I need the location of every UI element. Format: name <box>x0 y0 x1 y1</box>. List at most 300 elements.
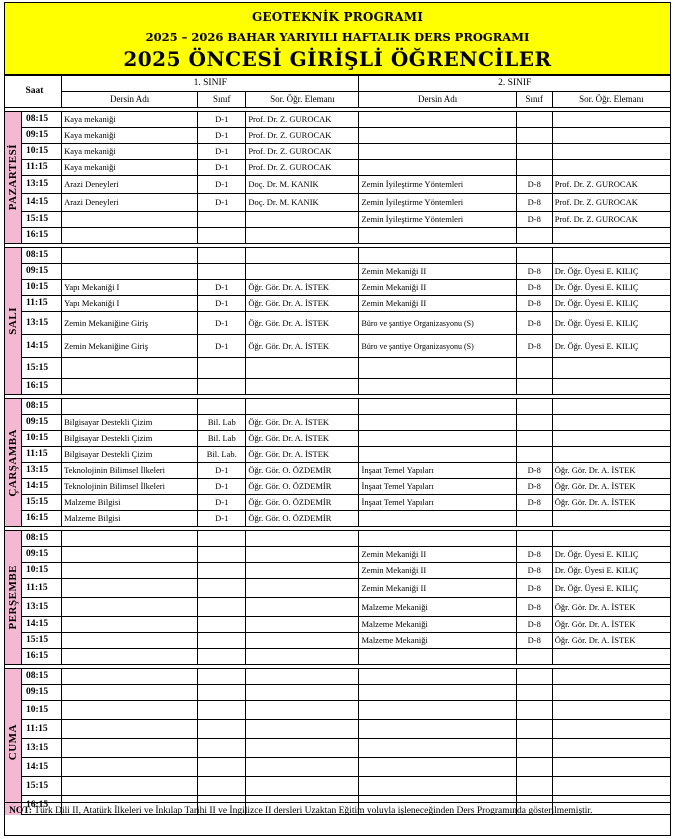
day-name: PAZARTESİ <box>6 144 19 211</box>
teacher-cell-class1 <box>246 777 359 796</box>
room-cell-class1: D-1 <box>198 296 246 312</box>
course-cell-class1 <box>62 563 198 579</box>
time-cell: 15:15 <box>22 358 62 379</box>
teacher-cell-class1 <box>246 358 359 379</box>
course-cell-class2 <box>359 758 516 777</box>
room-cell-class1: D-1 <box>198 511 246 527</box>
room-header-2: Sınıf <box>516 92 552 108</box>
room-cell-class1 <box>198 701 246 720</box>
table-row <box>5 649 671 665</box>
room-cell-class2 <box>516 248 552 264</box>
teacher-cell-class1 <box>246 669 359 685</box>
course-cell-class1 <box>62 379 198 395</box>
header-row-groups <box>5 76 671 92</box>
course-cell-class2 <box>359 112 516 128</box>
room-cell-class1 <box>198 633 246 649</box>
course-cell-class1: Kaya mekaniği <box>62 112 198 128</box>
course-header-1: Dersin Adı <box>62 92 198 108</box>
room-cell-class2 <box>516 669 552 685</box>
teacher-cell-class1: Prof. Dr. Z. GUROCAK <box>246 128 359 144</box>
table-row <box>5 212 671 228</box>
teacher-cell-class2: Dr. Öğr. Üyesi E. KILIÇ <box>552 547 670 563</box>
time-cell: 08:15 <box>22 531 62 547</box>
course-cell-class2 <box>359 685 516 701</box>
course-cell-class2: Zemin Mekaniği II <box>359 296 516 312</box>
table-row <box>5 415 671 431</box>
time-cell: 10:15 <box>22 280 62 296</box>
course-cell-class2: Zemin Mekaniği II <box>359 563 516 579</box>
course-cell-class2: Büro ve şantiye Organizasyonu (S) <box>359 335 516 358</box>
time-cell: 09:15 <box>22 264 62 280</box>
teacher-cell-class2: Öğr. Gör. Dr. A. İSTEK <box>552 479 670 495</box>
time-cell: 15:15 <box>22 633 62 649</box>
day-label <box>5 669 22 815</box>
teacher-cell-class1 <box>246 228 359 244</box>
teacher-header-1: Sor. Öğr. Elemanı <box>246 92 359 108</box>
teacher-cell-class2 <box>552 431 670 447</box>
table-row <box>5 399 671 415</box>
teacher-cell-class1: Öğr. Gör. Dr. A. İSTEK <box>246 296 359 312</box>
time-cell: 16:15 <box>22 511 62 527</box>
room-cell-class2 <box>516 649 552 665</box>
day-label <box>5 112 22 244</box>
table-row <box>5 335 671 358</box>
table-row <box>5 447 671 463</box>
course-cell-class1: Malzeme Bilgisi <box>62 511 198 527</box>
teacher-cell-class2: Öğr. Gör. Dr. A. İSTEK <box>552 633 670 649</box>
teacher-cell-class1: Prof. Dr. Z. GUROCAK <box>246 144 359 160</box>
room-cell-class1 <box>198 563 246 579</box>
room-cell-class2 <box>516 112 552 128</box>
room-cell-class1 <box>198 685 246 701</box>
course-cell-class2 <box>359 415 516 431</box>
course-cell-class1 <box>62 685 198 701</box>
room-cell-class2 <box>516 358 552 379</box>
course-cell-class1 <box>62 633 198 649</box>
course-cell-class1 <box>62 228 198 244</box>
room-cell-class2 <box>516 701 552 720</box>
room-cell-class1 <box>198 579 246 598</box>
course-cell-class1 <box>62 720 198 739</box>
teacher-cell-class1: Öğr. Gör. O. ÖZDEMİR <box>246 495 359 511</box>
teacher-cell-class1 <box>246 264 359 280</box>
course-cell-class1: Kaya mekaniği <box>62 144 198 160</box>
day-label <box>5 531 22 665</box>
course-cell-class1: Arazi Deneyleri <box>62 194 198 212</box>
course-cell-class1 <box>62 547 198 563</box>
teacher-cell-class2: Öğr. Gör. Dr. A. İSTEK <box>552 617 670 633</box>
course-cell-class2: İnşaat Temel Yapıları <box>359 495 516 511</box>
table-row <box>5 669 671 685</box>
semester-title: 2025 – 2026 BAHAR YARIYILI HAFTALIK DERS PROGRAMI <box>145 30 530 44</box>
teacher-cell-class1: Öğr. Gör. O. ÖZDEMİR <box>246 463 359 479</box>
teacher-cell-class2 <box>552 379 670 395</box>
room-cell-class1 <box>198 720 246 739</box>
table-row <box>5 777 671 796</box>
course-cell-class1 <box>62 264 198 280</box>
time-cell: 08:15 <box>22 399 62 415</box>
room-cell-class1 <box>198 399 246 415</box>
course-cell-class1: Kaya mekaniği <box>62 160 198 176</box>
room-cell-class2 <box>516 685 552 701</box>
teacher-cell-class2 <box>552 228 670 244</box>
room-cell-class1 <box>198 777 246 796</box>
course-cell-class2 <box>359 531 516 547</box>
table-row <box>5 379 671 395</box>
course-cell-class2: İnşaat Temel Yapıları <box>359 463 516 479</box>
room-cell-class1 <box>198 248 246 264</box>
course-cell-class1: Teknolojinin Bilimsel İlkeleri <box>62 479 198 495</box>
course-cell-class2 <box>359 720 516 739</box>
course-cell-class1 <box>62 701 198 720</box>
teacher-cell-class2: Dr. Öğr. Üyesi E. KILIÇ <box>552 280 670 296</box>
teacher-cell-class1 <box>246 579 359 598</box>
footnote-label: NOT: <box>9 806 33 816</box>
table-row <box>5 312 671 335</box>
time-cell: 11:15 <box>22 160 62 176</box>
table-row <box>5 739 671 758</box>
teacher-cell-class1 <box>246 633 359 649</box>
time-cell: 13:15 <box>22 176 62 194</box>
course-cell-class2: Malzeme Mekaniği <box>359 598 516 617</box>
time-cell: 09:15 <box>22 128 62 144</box>
room-cell-class2 <box>516 531 552 547</box>
teacher-cell-class2: Dr. Öğr. Üyesi E. KILIÇ <box>552 579 670 598</box>
course-cell-class1: Yapı Mekaniği I <box>62 280 198 296</box>
room-cell-class1 <box>198 547 246 563</box>
table-row <box>5 579 671 598</box>
teacher-cell-class2 <box>552 128 670 144</box>
teacher-cell-class2: Öğr. Gör. Dr. A. İSTEK <box>552 495 670 511</box>
teacher-cell-class1 <box>246 547 359 563</box>
schedule-header <box>4 2 671 75</box>
day-name: CUMA <box>6 723 19 760</box>
time-cell: 15:15 <box>22 212 62 228</box>
room-cell-class2: D-8 <box>516 212 552 228</box>
teacher-cell-class1 <box>246 598 359 617</box>
course-cell-class2: Zemin İyileştirme Yöntemleri <box>359 194 516 212</box>
teacher-cell-class2: Dr. Öğr. Üyesi E. KILIÇ <box>552 335 670 358</box>
teacher-cell-class2 <box>552 739 670 758</box>
table-row <box>5 264 671 280</box>
room-cell-class2: D-8 <box>516 547 552 563</box>
teacher-cell-class1 <box>246 248 359 264</box>
table-row <box>5 112 671 128</box>
room-cell-class1 <box>198 598 246 617</box>
room-cell-class2 <box>516 720 552 739</box>
table-row <box>5 685 671 701</box>
teacher-cell-class1: Öğr. Gör. O. ÖZDEMİR <box>246 479 359 495</box>
room-cell-class1 <box>198 649 246 665</box>
time-cell: 13:15 <box>22 739 62 758</box>
teacher-cell-class2 <box>552 777 670 796</box>
room-cell-class2: D-8 <box>516 312 552 335</box>
course-cell-class1: Zemin Mekaniğine Giriş <box>62 312 198 335</box>
teacher-cell-class2: Öğr. Gör. Dr. A. İSTEK <box>552 463 670 479</box>
teacher-cell-class2 <box>552 399 670 415</box>
header-row-columns <box>5 92 671 108</box>
time-cell: 10:15 <box>22 144 62 160</box>
room-cell-class1: D-1 <box>198 495 246 511</box>
table-row <box>5 495 671 511</box>
teacher-cell-class2: Dr. Öğr. Üyesi E. KILIÇ <box>552 296 670 312</box>
day-name: ÇARŞAMBA <box>6 428 19 497</box>
teacher-cell-class2 <box>552 160 670 176</box>
room-cell-class1: D-1 <box>198 144 246 160</box>
course-cell-class1: Bilgisayar Destekli Çizim <box>62 447 198 463</box>
table-row <box>5 720 671 739</box>
time-cell: 14:15 <box>22 194 62 212</box>
teacher-cell-class2 <box>552 248 670 264</box>
teacher-cell-class2: Öğr. Gör. Dr. A. İSTEK <box>552 598 670 617</box>
course-cell-class1: Kaya mekaniği <box>62 128 198 144</box>
table-row <box>5 280 671 296</box>
course-cell-class1 <box>62 669 198 685</box>
schedule-table <box>4 75 671 815</box>
room-cell-class2 <box>516 379 552 395</box>
time-cell: 11:15 <box>22 447 62 463</box>
teacher-cell-class2 <box>552 669 670 685</box>
course-cell-class2: Malzeme Mekaniği <box>359 633 516 649</box>
teacher-cell-class2: Prof. Dr. Z. GUROCAK <box>552 176 670 194</box>
course-cell-class2 <box>359 248 516 264</box>
room-cell-class1: Bil. Lab. <box>198 447 246 463</box>
room-cell-class2 <box>516 399 552 415</box>
room-cell-class2: D-8 <box>516 563 552 579</box>
course-cell-class2 <box>359 399 516 415</box>
teacher-cell-class1 <box>246 739 359 758</box>
room-cell-class2: D-8 <box>516 598 552 617</box>
course-cell-class1 <box>62 739 198 758</box>
course-cell-class2: Zemin İyileştirme Yöntemleri <box>359 176 516 194</box>
teacher-cell-class1: Öğr. Gör. Dr. A. İSTEK <box>246 335 359 358</box>
room-cell-class1 <box>198 264 246 280</box>
table-row <box>5 248 671 264</box>
room-cell-class2 <box>516 160 552 176</box>
table-row <box>5 176 671 194</box>
room-cell-class2 <box>516 447 552 463</box>
course-cell-class1 <box>62 758 198 777</box>
teacher-cell-class2: Dr. Öğr. Üyesi E. KILIÇ <box>552 563 670 579</box>
table-row <box>5 701 671 720</box>
teacher-cell-class2 <box>552 112 670 128</box>
course-cell-class1: Bilgisayar Destekli Çizim <box>62 415 198 431</box>
room-cell-class1: D-1 <box>198 312 246 335</box>
course-cell-class1: Yapı Mekaniği I <box>62 296 198 312</box>
course-cell-class1 <box>62 617 198 633</box>
room-cell-class1 <box>198 617 246 633</box>
teacher-cell-class1: Doç. Dr. M. KANIK <box>246 176 359 194</box>
course-cell-class1 <box>62 531 198 547</box>
room-cell-class2: D-8 <box>516 495 552 511</box>
room-cell-class2 <box>516 228 552 244</box>
teacher-cell-class2: Dr. Öğr. Üyesi E. KILIÇ <box>552 312 670 335</box>
room-cell-class1: D-1 <box>198 463 246 479</box>
teacher-cell-class1: Öğr. Gör. Dr. A. İSTEK <box>246 312 359 335</box>
time-cell: 16:15 <box>22 379 62 395</box>
room-cell-class2: D-8 <box>516 479 552 495</box>
teacher-cell-class2: Prof. Dr. Z. GUROCAK <box>552 212 670 228</box>
course-cell-class2 <box>359 144 516 160</box>
student-group-title: 2025 ÖNCESİ GİRİŞLİ ÖĞRENCİLER <box>123 47 552 71</box>
table-row <box>5 431 671 447</box>
time-cell: 08:15 <box>22 248 62 264</box>
table-row <box>5 598 671 617</box>
teacher-cell-class2 <box>552 720 670 739</box>
room-cell-class1 <box>198 379 246 395</box>
teacher-cell-class2 <box>552 415 670 431</box>
room-cell-class2: D-8 <box>516 579 552 598</box>
time-cell: 15:15 <box>22 495 62 511</box>
teacher-cell-class1 <box>246 379 359 395</box>
saat-header: Saat <box>22 76 62 108</box>
time-cell: 13:15 <box>22 463 62 479</box>
room-cell-class2 <box>516 777 552 796</box>
time-cell: 16:15 <box>22 796 62 815</box>
teacher-cell-class1 <box>246 399 359 415</box>
course-cell-class2 <box>359 701 516 720</box>
room-cell-class1: Bil. Lab <box>198 415 246 431</box>
room-cell-class2 <box>516 758 552 777</box>
table-row <box>5 563 671 579</box>
course-cell-class1: Malzeme Bilgisi <box>62 495 198 511</box>
time-cell: 11:15 <box>22 579 62 598</box>
teacher-header-2: Sor. Öğr. Elemanı <box>552 92 670 108</box>
course-cell-class2 <box>359 379 516 395</box>
day-label <box>5 399 22 527</box>
course-cell-class1 <box>62 399 198 415</box>
day-label <box>5 248 22 395</box>
room-cell-class2: D-8 <box>516 296 552 312</box>
teacher-cell-class1 <box>246 649 359 665</box>
course-cell-class2 <box>359 447 516 463</box>
teacher-cell-class2: Dr. Öğr. Üyesi E. KILIÇ <box>552 264 670 280</box>
course-cell-class2 <box>359 228 516 244</box>
course-cell-class2: Büro ve şantiye Organizasyonu (S) <box>359 312 516 335</box>
room-cell-class1: D-1 <box>198 194 246 212</box>
time-cell: 09:15 <box>22 685 62 701</box>
teacher-cell-class1 <box>246 212 359 228</box>
class1-header: 1. SINIF <box>62 76 359 92</box>
room-cell-class1 <box>198 358 246 379</box>
teacher-cell-class1: Öğr. Gör. Dr. A. İSTEK <box>246 447 359 463</box>
course-cell-class1 <box>62 579 198 598</box>
course-cell-class2: Zemin Mekaniği II <box>359 264 516 280</box>
table-row <box>5 160 671 176</box>
time-cell: 16:15 <box>22 649 62 665</box>
teacher-cell-class1 <box>246 531 359 547</box>
course-cell-class1 <box>62 649 198 665</box>
day-name: PERŞEMBE <box>6 565 19 630</box>
course-cell-class1: Zemin Mekaniğine Giriş <box>62 335 198 358</box>
room-cell-class1 <box>198 739 246 758</box>
time-cell: 11:15 <box>22 720 62 739</box>
teacher-cell-class2 <box>552 447 670 463</box>
course-header-2: Dersin Adı <box>359 92 516 108</box>
course-cell-class2: Zemin Mekaniği II <box>359 579 516 598</box>
time-cell: 09:15 <box>22 415 62 431</box>
room-cell-class1 <box>198 228 246 244</box>
room-cell-class2 <box>516 739 552 758</box>
time-cell: 14:15 <box>22 335 62 358</box>
room-cell-class2: D-8 <box>516 463 552 479</box>
course-cell-class2: İnşaat Temel Yapıları <box>359 479 516 495</box>
teacher-cell-class2 <box>552 511 670 527</box>
course-cell-class2: Zemin İyileştirme Yöntemleri <box>359 212 516 228</box>
table-row <box>5 128 671 144</box>
course-cell-class2 <box>359 128 516 144</box>
time-cell: 13:15 <box>22 598 62 617</box>
course-cell-class1 <box>62 598 198 617</box>
course-cell-class2 <box>359 669 516 685</box>
room-cell-class2: D-8 <box>516 264 552 280</box>
room-cell-class1 <box>198 669 246 685</box>
table-row <box>5 144 671 160</box>
teacher-cell-class1: Öğr. Gör. Dr. A. İSTEK <box>246 415 359 431</box>
room-cell-class2 <box>516 128 552 144</box>
class2-header: 2. SINIF <box>359 76 671 92</box>
course-cell-class1 <box>62 777 198 796</box>
teacher-cell-class1: Öğr. Gör. Dr. A. İSTEK <box>246 431 359 447</box>
room-cell-class1: D-1 <box>198 112 246 128</box>
room-header-1: Sınıf <box>198 92 246 108</box>
room-cell-class1: D-1 <box>198 335 246 358</box>
room-cell-class1 <box>198 758 246 777</box>
room-cell-class2: D-8 <box>516 194 552 212</box>
teacher-cell-class2 <box>552 758 670 777</box>
time-cell: 15:15 <box>22 777 62 796</box>
room-cell-class1: D-1 <box>198 160 246 176</box>
table-row <box>5 358 671 379</box>
table-row <box>5 633 671 649</box>
teacher-cell-class1: Öğr. Gör. O. ÖZDEMİR <box>246 511 359 527</box>
table-row <box>5 463 671 479</box>
time-cell: 09:15 <box>22 547 62 563</box>
room-cell-class1: D-1 <box>198 176 246 194</box>
footnote <box>4 802 671 836</box>
time-cell: 10:15 <box>22 563 62 579</box>
teacher-cell-class2 <box>552 649 670 665</box>
teacher-cell-class1 <box>246 563 359 579</box>
teacher-cell-class1 <box>246 758 359 777</box>
table-row <box>5 547 671 563</box>
room-cell-class2: D-8 <box>516 633 552 649</box>
course-cell-class2: Zemin Mekaniği II <box>359 547 516 563</box>
teacher-cell-class1: Öğr. Gör. Dr. A. İSTEK <box>246 280 359 296</box>
time-cell: 14:15 <box>22 758 62 777</box>
course-cell-class2 <box>359 358 516 379</box>
room-cell-class1: D-1 <box>198 280 246 296</box>
time-cell: 14:15 <box>22 479 62 495</box>
room-cell-class1 <box>198 531 246 547</box>
program-title: GEOTEKNİK PROGRAMI <box>251 10 424 24</box>
course-cell-class1 <box>62 212 198 228</box>
room-cell-class2 <box>516 431 552 447</box>
teacher-cell-class2: Prof. Dr. Z. GUROCAK <box>552 194 670 212</box>
table-row <box>5 511 671 527</box>
teacher-cell-class2 <box>552 701 670 720</box>
course-cell-class2 <box>359 777 516 796</box>
course-cell-class1: Bilgisayar Destekli Çizim <box>62 431 198 447</box>
course-cell-class2 <box>359 431 516 447</box>
table-row <box>5 296 671 312</box>
time-cell: 10:15 <box>22 701 62 720</box>
course-cell-class2 <box>359 649 516 665</box>
room-cell-class1 <box>198 212 246 228</box>
table-row <box>5 479 671 495</box>
course-cell-class2: Malzeme Mekaniği <box>359 617 516 633</box>
teacher-cell-class1 <box>246 617 359 633</box>
